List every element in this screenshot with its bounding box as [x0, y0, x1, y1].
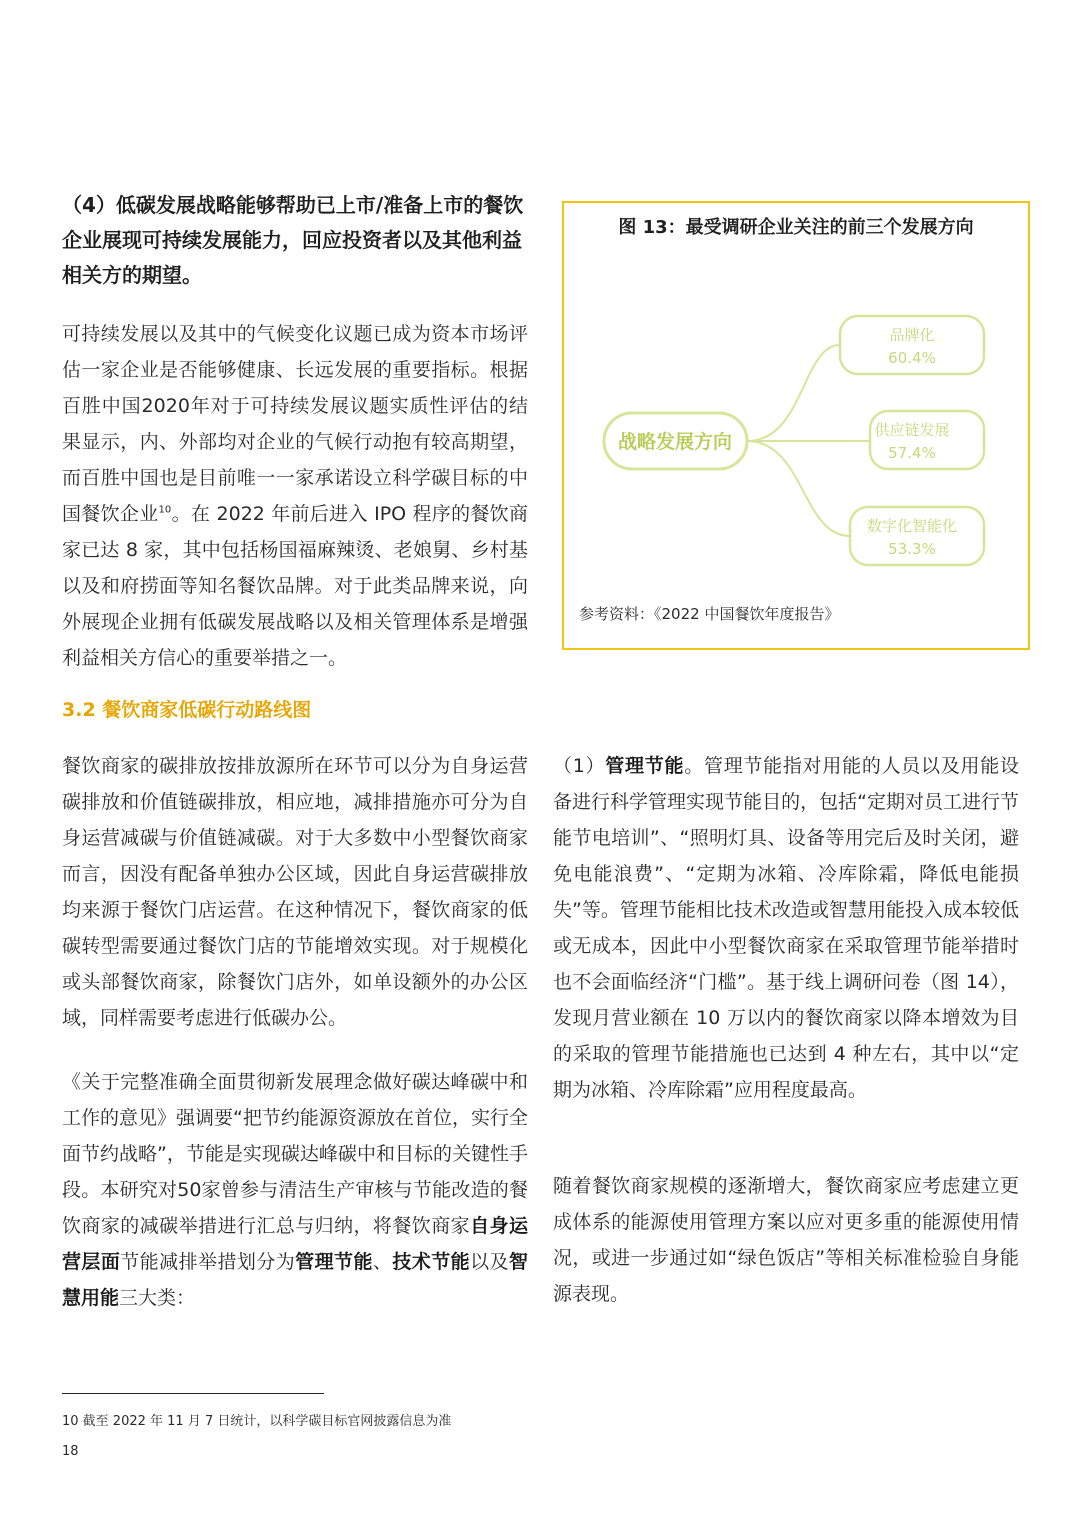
center-node-label: 战略发展方向: [617, 431, 733, 453]
paragraph-emission-sources: 餐饮商家的碳排放按排放源所在环节可以分为自身运营碳排放和价值链碳排放，相应地，减排措施亦可分为自身运营减碳与价值链减碳。对于大多数中小型餐饮商家而言，因没有配备单独办公区域，因此自身运营碳排放均来源于餐饮门店运营。在这种情况下，餐饮商家的低碳转型需要通过餐饮门店的节能增效实现。对于规模化或头部餐饮商家，除餐饮门店外，如单设额外的办公区域，同样需要考虑进行低碳办公。: [62, 755, 528, 1029]
mind-map-diagram: [564, 203, 1028, 648]
branch-value-digital: 53.3%: [888, 540, 936, 558]
footnote-divider: [62, 1393, 324, 1394]
branch-label-supply-chain: 供应链发展: [874, 421, 950, 439]
footnote-ref: 10: [158, 504, 172, 516]
paragraph-text: 以及: [470, 1251, 509, 1273]
subsection-heading: （4）低碳发展战略能够帮助已上市/准备上市的餐饮企业展现可持续发展能力，回应投资者以及其他利益相关方的期望。: [62, 193, 524, 287]
connector-branding: [747, 345, 840, 441]
paragraph-management-energy: [553, 748, 1019, 1108]
connector-digital: [747, 441, 850, 536]
paragraph-text: （1）: [553, 755, 606, 777]
branch-label-digital: 数字化智能化: [866, 517, 958, 535]
paragraph-text-continued: 。在 2022 年前后进入 IPO 程序的餐饮商家已达 8 家，其中包括杨国福麻辣烫、老娘舅、乡村基以及和府捞面等知名餐饮品牌。对于此类品牌来说，向外展现企业拥有低碳发展战略以及相关管理体系是增强利益相关方信心的重要举措之一。: [62, 503, 528, 669]
figure-box: [562, 201, 1030, 650]
page-number: 18: [62, 1444, 79, 1459]
branch-label-branding: 品牌化: [889, 326, 935, 344]
branch-value-branding: 60.4%: [888, 349, 936, 367]
paragraph-text: 。管理节能指对用能的人员以及用能设备进行科学管理实现节能目的，包括“定期对员工进行节能节电培训”、“照明灯具、设备等用完后及时关闭，避免电能浪费”、“定期为冰箱、冷库除霜，降低电能损失”等。管理节能相比技术改造或智慧用能投入成本较低或无成本，因此中小型餐饮商家在采取管理节能举措时也不会面临经济“门槛”。基于线上调研问卷（图 14），发现月营业额在 10 万以内的餐饮商家以降本增效为目的采取的管理节能措施也已达到 4 种左右，其中以“定期为冰箱、冷库除霜”应用程度最高。: [553, 755, 1019, 1101]
bold-term-technology: 技术节能: [392, 1251, 471, 1273]
figure-title: 图 13：最受调研企业关注的前三个发展方向: [618, 217, 974, 238]
paragraph-capital-market: [62, 316, 528, 676]
figure-source: 参考资料：《2022 中国餐饮年度报告》: [579, 605, 840, 623]
bold-term-smart-energy: 智慧用能: [62, 1251, 528, 1309]
paragraph-text: 《关于完整准确全面贯彻新发展理念做好碳达峰碳中和工作的意见》强调要“把节约能源资源放在首位，实行全面节约战略”，节能是实现碳达峰碳中和目标的关键性手段。本研究对50家曾参与清洁生产审核与节能改造的餐饮商家的减碳举措进行汇总与归纳，将餐饮商家: [62, 1071, 528, 1237]
bold-term-management: 管理节能: [295, 1251, 373, 1273]
footnote: 10 截至 2022 年 11 月 7 日统计，以科学碳目标官网披露信息为准: [62, 1414, 452, 1429]
paragraph-scale: 随着餐饮商家规模的逐渐增大，餐饮商家应考虑建立更成体系的能源使用管理方案以应对更多重的能源使用情况，或进一步通过如“绿色饭店”等相关标准检验自身能源表现。: [553, 1175, 1019, 1305]
section-title: 3.2 餐饮商家低碳行动路线图: [62, 699, 312, 721]
paragraph-policy: [62, 1064, 528, 1316]
bold-term-self-operation: 自身运营层面: [62, 1215, 528, 1273]
branch-value-supply-chain: 57.4%: [888, 444, 936, 462]
paragraph-text: 节能减排举措划分为: [120, 1251, 296, 1273]
bold-term-management: 管理节能: [605, 755, 685, 777]
paragraph-text: 、: [372, 1251, 393, 1273]
paragraph-text: 可持续发展以及其中的气候变化议题已成为资本市场评估一家企业是否能够健康、长远发展的重要指标。根据百胜中国2020年对于可持续发展议题实质性评估的结果显示，内、外部均对企业的气候行动抱有较高期望，而百胜中国也是目前唯一一家承诺设立科学碳目标的中国餐饮企业: [62, 323, 528, 525]
paragraph-text: 三大类：: [119, 1287, 196, 1309]
